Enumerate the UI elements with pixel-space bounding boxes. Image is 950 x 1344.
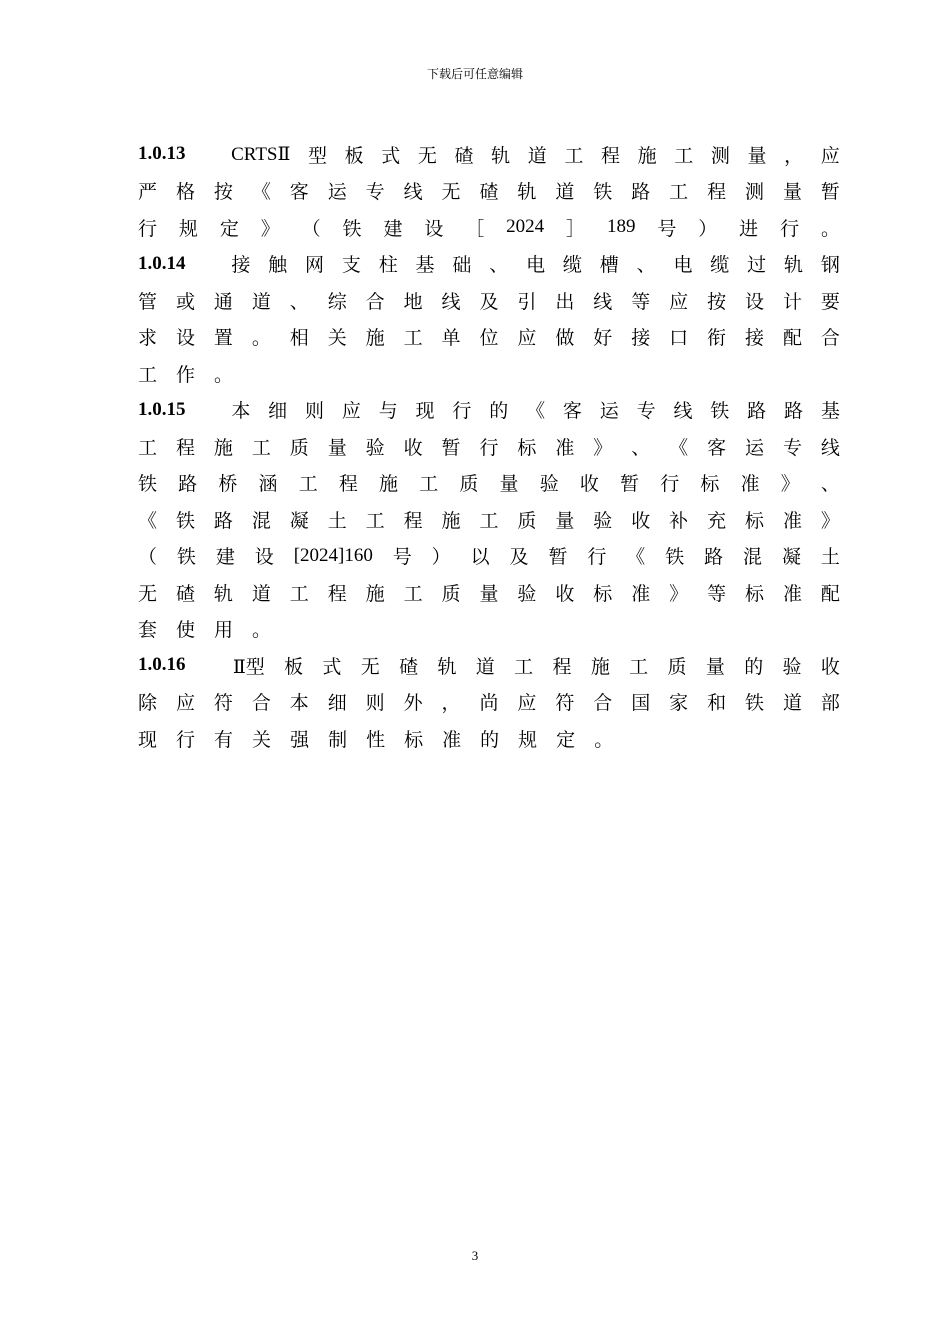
text-token: 施: [365, 327, 385, 350]
text-token: 好: [593, 327, 613, 350]
text-token: 量: [499, 473, 519, 496]
text-token: 号: [657, 217, 677, 240]
text-token: ，: [441, 692, 461, 715]
text-token: 线: [673, 400, 693, 423]
text-token: 桥: [218, 473, 238, 496]
text-token: 混: [251, 509, 271, 532]
text-line: [138, 355, 840, 392]
text-token: 接: [231, 254, 251, 277]
text-token: 现: [138, 728, 158, 751]
text-token: 凝: [289, 509, 309, 532]
text-line: [138, 173, 840, 210]
text-token: 专: [636, 400, 656, 423]
text-token: 准: [782, 582, 802, 605]
text-token: 应: [175, 692, 195, 715]
text-token: 应: [341, 400, 361, 423]
text-token: 行: [587, 546, 607, 569]
text-token: 道: [475, 655, 495, 678]
text-token: 应: [517, 692, 537, 715]
text-token: 碴: [399, 655, 419, 678]
text-token: 单: [441, 327, 461, 350]
text-token: 要: [820, 290, 840, 313]
text-token: 量: [479, 582, 499, 605]
text-token: 线: [593, 290, 613, 313]
text-token: 轨: [437, 655, 457, 678]
text-token: 工: [479, 509, 499, 532]
text-token: 细: [268, 400, 288, 423]
text-token: 收: [403, 436, 423, 459]
text-token: 式: [381, 144, 401, 167]
text-token: 综: [327, 290, 347, 313]
text-token: 板: [284, 655, 304, 678]
text-token: 铁: [665, 546, 685, 569]
text-token: 尚: [479, 692, 499, 715]
text-token: （: [301, 217, 321, 240]
text-token: 客: [707, 436, 727, 459]
text-token: 型: [308, 144, 328, 167]
clause-number: 1.0.14: [138, 252, 186, 274]
text-token: 铁: [138, 473, 158, 496]
text-token: 铁: [175, 509, 195, 532]
text-token: 工: [298, 473, 318, 496]
text-token: 应: [820, 144, 840, 167]
text-token: 碴: [454, 144, 474, 167]
text-token: 应: [669, 290, 689, 313]
text-token: 补: [669, 509, 689, 532]
text-line: [138, 136, 840, 173]
text-token: 准: [442, 728, 462, 751]
text-token: 工: [403, 327, 423, 350]
text-token: 合: [251, 692, 271, 715]
text-token: 程: [707, 181, 727, 204]
text-token: 程: [338, 473, 358, 496]
text-token: 收: [579, 473, 599, 496]
text-token: 收: [820, 655, 840, 678]
text-token: 工: [669, 181, 689, 204]
text-token: 质: [459, 473, 479, 496]
text-token: 规: [178, 217, 198, 240]
clause-number: 1.0.15: [138, 398, 186, 420]
text-token: 。: [252, 619, 272, 642]
text-token: 暂: [620, 473, 640, 496]
text-token: 工: [674, 144, 694, 167]
text-token: 部: [820, 692, 840, 715]
text-token: 设: [424, 217, 444, 240]
text-token: 通: [213, 290, 233, 313]
text-token: 的: [744, 655, 764, 678]
text-token: 《: [138, 509, 158, 532]
text-token: 189: [606, 216, 636, 238]
text-token: 标: [593, 582, 613, 605]
text-token: 作: [176, 363, 196, 386]
clause-number: 1.0.16: [138, 654, 186, 676]
text-token: 。: [214, 363, 234, 386]
text-token: 关: [252, 728, 272, 751]
text-token: 、: [289, 290, 309, 313]
text-token: 、: [631, 436, 651, 459]
text-token: 行: [176, 728, 196, 751]
text-token: 程: [601, 144, 621, 167]
text-token: 施: [590, 655, 610, 678]
text-token: 客: [562, 400, 582, 423]
text-token: 验: [782, 655, 802, 678]
text-token: 符: [213, 692, 233, 715]
text-token: 国: [631, 692, 651, 715]
text-token: 测: [745, 181, 765, 204]
text-line: [138, 319, 840, 356]
text-token: 等: [707, 582, 727, 605]
text-line: [138, 611, 840, 648]
text-token: 则: [305, 400, 325, 423]
text-token: 工: [365, 509, 385, 532]
text-token: （: [138, 546, 158, 569]
text-line: [138, 501, 840, 538]
text-token: 建: [383, 217, 403, 240]
text-token: 或: [175, 290, 195, 313]
text-token: 施: [365, 582, 385, 605]
text-token: 、: [489, 254, 509, 277]
text-line: [138, 246, 840, 283]
text-token: 运: [599, 400, 619, 423]
text-token: 轨: [783, 254, 803, 277]
text-token: 的: [489, 400, 509, 423]
text-token: 地: [403, 290, 423, 313]
text-token: 基: [415, 254, 435, 277]
text-token: 量: [782, 181, 802, 204]
text-token: 量: [705, 655, 725, 678]
text-token: 、: [636, 254, 656, 277]
text-token: 准: [555, 436, 575, 459]
text-token: 无: [441, 181, 461, 204]
text-token: 客: [289, 181, 309, 204]
text-token: 铁: [710, 400, 730, 423]
text-token: 本: [231, 400, 251, 423]
text-token: 合: [365, 290, 385, 313]
text-token: 收: [555, 582, 575, 605]
text-token: 支: [341, 254, 361, 277]
text-token: Ⅱ型: [232, 655, 265, 678]
text-token: 接: [631, 327, 651, 350]
text-token: 路: [631, 181, 651, 204]
text-token: 道: [251, 290, 271, 313]
text-token: 则: [365, 692, 385, 715]
text-token: 网: [305, 254, 325, 277]
text-token: 位: [479, 327, 499, 350]
text-token: 标: [517, 436, 537, 459]
text-token: 标: [700, 473, 720, 496]
text-token: 道: [527, 144, 547, 167]
text-token: 运: [327, 181, 347, 204]
text-token: 钢: [820, 254, 840, 277]
text-token: 无: [417, 144, 437, 167]
text-token: ）: [698, 217, 718, 240]
text-token: 充: [707, 509, 727, 532]
text-token: 道: [555, 181, 575, 204]
text-token: 验: [365, 436, 385, 459]
text-token: 路: [704, 546, 724, 569]
text-token: 准: [740, 473, 760, 496]
text-token: 2024: [506, 216, 545, 238]
text-token: 路: [178, 473, 198, 496]
text-token: 暂: [820, 181, 840, 204]
text-token: 及: [479, 290, 499, 313]
text-token: 合: [593, 692, 613, 715]
text-token: 工: [514, 655, 534, 678]
text-token: 。: [820, 217, 840, 240]
text-token: 工: [564, 144, 584, 167]
text-token: 板: [344, 144, 364, 167]
text-line: [138, 209, 840, 246]
text-token: 专: [782, 436, 802, 459]
text-token: 触: [268, 254, 288, 277]
text-token: 等: [631, 290, 651, 313]
text-token: 标: [745, 582, 765, 605]
text-token: 》: [669, 582, 689, 605]
text-token: 行: [660, 473, 680, 496]
text-token: 质: [289, 436, 309, 459]
text-token: 凝: [781, 546, 801, 569]
text-token: 接: [745, 327, 765, 350]
text-token: 缆: [562, 254, 582, 277]
text-token: 口: [669, 327, 689, 350]
text-token: ）: [431, 546, 451, 569]
text-token: CRTSⅡ: [231, 143, 291, 165]
text-token: 工: [419, 473, 439, 496]
text-token: 置: [213, 327, 233, 350]
text-token: 行: [479, 436, 499, 459]
text-token: 建: [215, 546, 235, 569]
text-token: 标: [745, 509, 765, 532]
text-token: 外: [403, 692, 423, 715]
page-number: 3: [471, 1248, 479, 1263]
text-token: 验: [539, 473, 559, 496]
text-token: 工: [251, 436, 271, 459]
text-token: 》: [820, 509, 840, 532]
text-token: 符: [555, 692, 575, 715]
text-token: 验: [517, 582, 537, 605]
text-token: 应: [517, 327, 537, 350]
text-token: 本: [289, 692, 309, 715]
clause-number: 1.0.13: [138, 143, 186, 165]
text-token: 路: [747, 400, 767, 423]
text-token: 衔: [707, 327, 727, 350]
text-line: [138, 684, 840, 721]
text-line: [138, 574, 840, 611]
text-token: 求: [138, 327, 158, 350]
text-token: ］: [566, 217, 586, 240]
text-token: 础: [452, 254, 472, 277]
text-token: 式: [322, 655, 342, 678]
text-token: 施: [637, 144, 657, 167]
text-token: 套: [138, 619, 158, 642]
text-token: 格: [175, 181, 195, 204]
text-token: 质: [667, 655, 687, 678]
text-token: 槽: [599, 254, 619, 277]
text-token: 号: [392, 546, 412, 569]
text-token: 工: [629, 655, 649, 678]
text-line: [138, 282, 840, 319]
text-line: [138, 392, 840, 429]
text-token: 出: [555, 290, 575, 313]
text-token: 严: [138, 181, 158, 204]
clause-1-0-14: [138, 246, 840, 392]
text-token: 轨: [517, 181, 537, 204]
text-token: 程: [403, 509, 423, 532]
text-token: 设: [175, 327, 195, 350]
text-token: 合: [820, 327, 840, 350]
text-token: 轨: [213, 582, 233, 605]
text-token: [2024]160: [293, 544, 373, 566]
text-token: 暂: [548, 546, 568, 569]
text-token: 工: [138, 436, 158, 459]
text-line: [138, 538, 840, 575]
text-line: [138, 428, 840, 465]
text-token: 程: [175, 436, 195, 459]
page-header: 下载后可任意编辑: [426, 67, 523, 81]
text-token: 以: [470, 546, 490, 569]
text-token: 计: [782, 290, 802, 313]
text-token: 过: [747, 254, 767, 277]
text-token: 土: [327, 509, 347, 532]
text-token: 铁: [176, 546, 196, 569]
text-token: 无: [138, 582, 158, 605]
clause-1-0-13: [138, 136, 840, 246]
text-token: 管: [138, 290, 158, 313]
text-token: 量: [747, 144, 767, 167]
text-token: 定: [219, 217, 239, 240]
text-token: 》: [260, 217, 280, 240]
clause-1-0-16: [138, 647, 840, 757]
text-token: 准: [631, 582, 651, 605]
text-token: 量: [555, 509, 575, 532]
text-token: ，: [784, 144, 804, 167]
text-token: 线: [820, 436, 840, 459]
text-token: 《: [526, 400, 546, 423]
text-token: 的: [480, 728, 500, 751]
text-token: 轨: [491, 144, 511, 167]
text-token: 》: [780, 473, 800, 496]
text-token: 铁: [593, 181, 613, 204]
text-token: 工: [138, 363, 158, 386]
text-token: 按: [213, 181, 233, 204]
text-token: 行: [138, 217, 158, 240]
text-token: 引: [517, 290, 537, 313]
text-token: 制: [328, 728, 348, 751]
text-token: 《: [251, 181, 271, 204]
text-token: 暂: [441, 436, 461, 459]
text-token: 运: [745, 436, 765, 459]
text-token: 土: [820, 546, 840, 569]
text-token: 工: [289, 582, 309, 605]
text-token: 碴: [479, 181, 499, 204]
text-token: 与: [378, 400, 398, 423]
text-line: [138, 720, 840, 757]
text-token: 性: [366, 728, 386, 751]
text-token: 强: [290, 728, 310, 751]
text-token: 除: [138, 692, 158, 715]
text-token: 做: [555, 327, 575, 350]
text-token: 电: [673, 254, 693, 277]
text-token: 工: [403, 582, 423, 605]
text-token: 设: [745, 290, 765, 313]
text-token: 规: [518, 728, 538, 751]
text-token: 。: [251, 327, 271, 350]
text-token: 基: [820, 400, 840, 423]
text-line: [138, 465, 840, 502]
text-token: 铁: [342, 217, 362, 240]
text-token: 施: [441, 509, 461, 532]
text-token: 进: [739, 217, 759, 240]
text-token: 程: [327, 582, 347, 605]
text-token: 配: [782, 327, 802, 350]
text-token: 铁: [745, 692, 765, 715]
text-token: 和: [707, 692, 727, 715]
text-token: 碴: [175, 582, 195, 605]
text-token: 及: [509, 546, 529, 569]
text-token: 按: [707, 290, 727, 313]
text-token: 电: [526, 254, 546, 277]
text-token: 行: [452, 400, 472, 423]
text-token: 准: [782, 509, 802, 532]
text-token: 收: [631, 509, 651, 532]
text-token: 涵: [258, 473, 278, 496]
text-token: 柱: [378, 254, 398, 277]
clause-1-0-15: [138, 392, 840, 648]
text-token: 标: [404, 728, 424, 751]
text-token: 质: [441, 582, 461, 605]
text-token: 定: [556, 728, 576, 751]
text-token: 施: [213, 436, 233, 459]
text-token: 》: [593, 436, 613, 459]
text-token: 施: [379, 473, 399, 496]
text-token: 行: [780, 217, 800, 240]
text-token: 混: [743, 546, 763, 569]
text-token: 路: [213, 509, 233, 532]
text-token: 家: [669, 692, 689, 715]
text-token: 相: [289, 327, 309, 350]
text-token: 配: [820, 582, 840, 605]
text-token: 、: [820, 473, 840, 496]
text-token: 缆: [710, 254, 730, 277]
text-token: 有: [214, 728, 234, 751]
text-token: 专: [365, 181, 385, 204]
text-token: 质: [517, 509, 537, 532]
text-token: ［: [465, 217, 485, 240]
text-token: 线: [441, 290, 461, 313]
text-token: 路: [783, 400, 803, 423]
text-token: 。: [594, 728, 614, 751]
text-token: 《: [669, 436, 689, 459]
text-token: 现: [415, 400, 435, 423]
text-token: 线: [403, 181, 423, 204]
text-token: 验: [593, 509, 613, 532]
text-token: 无: [360, 655, 380, 678]
text-token: 道: [251, 582, 271, 605]
text-token: 量: [327, 436, 347, 459]
text-token: 细: [327, 692, 347, 715]
text-token: 测: [710, 144, 730, 167]
document-body: [138, 136, 840, 757]
text-line: [138, 647, 840, 684]
text-token: 关: [327, 327, 347, 350]
text-token: 程: [552, 655, 572, 678]
text-token: 《: [626, 546, 646, 569]
text-token: 设: [254, 546, 274, 569]
text-token: 使: [176, 619, 196, 642]
text-token: 用: [214, 619, 234, 642]
text-token: 道: [782, 692, 802, 715]
